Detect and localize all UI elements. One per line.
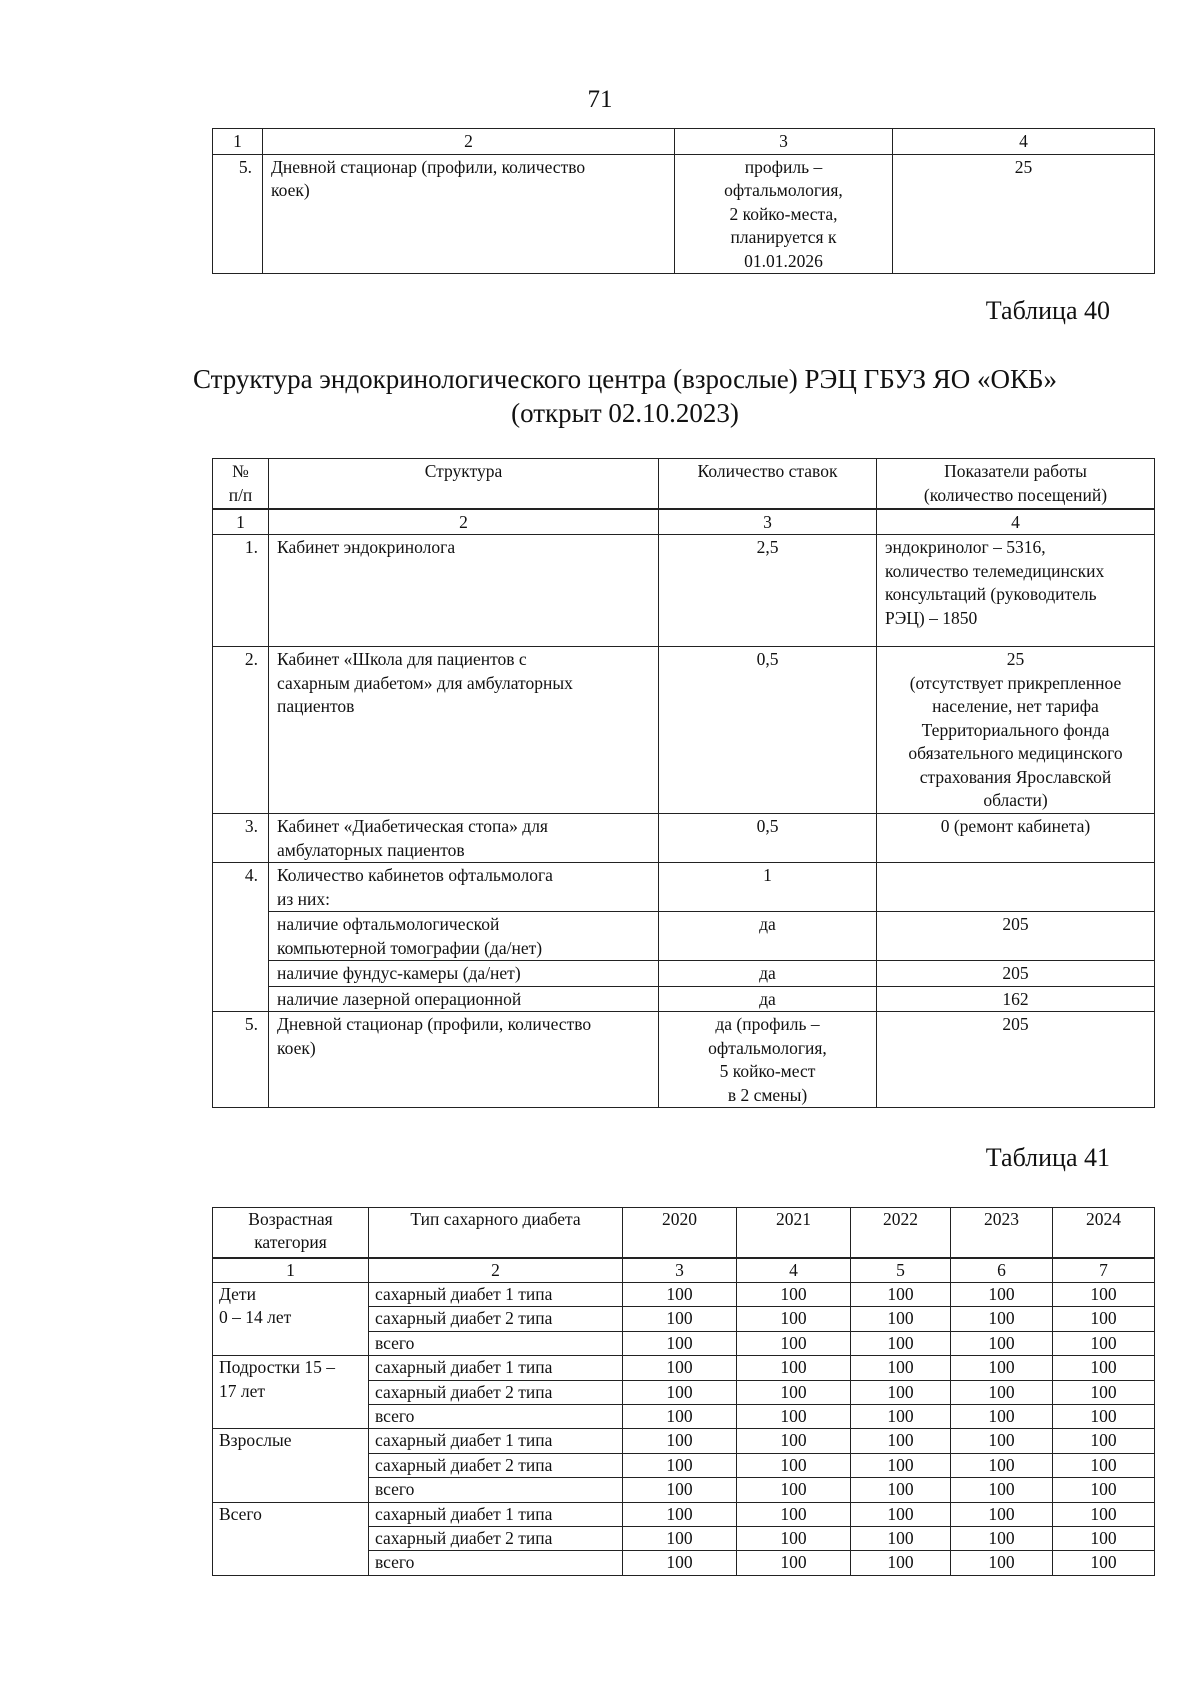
cell-line: Взрослые [219, 1430, 292, 1451]
cell-line: Всего [219, 1503, 262, 1524]
cell-line: Дети [219, 1283, 256, 1304]
cell-line: 25 [1006, 649, 1025, 669]
value-cell: 100 [1053, 1356, 1155, 1380]
value-cell: 100 [1053, 1307, 1155, 1331]
cell-line: консультаций (руководитель [885, 584, 1097, 604]
diabetes-type-cell: всего [369, 1331, 623, 1355]
header-num [213, 459, 269, 509]
cell-line: 0,5 [756, 816, 779, 836]
value-cell: 100 [737, 1356, 851, 1380]
structure-cell [269, 912, 659, 961]
structure-cell [269, 814, 659, 863]
header-indicators [877, 459, 1155, 509]
cell-line: население, нет тарифа [932, 696, 1099, 716]
value-cell: 100 [851, 1356, 951, 1380]
structure-cell [269, 961, 659, 987]
value-cell: 100 [623, 1356, 737, 1380]
value-cell: 100 [1053, 1478, 1155, 1502]
header-line: Показатели работы [944, 461, 1087, 481]
value-cell: 100 [851, 1380, 951, 1404]
structure-cell [269, 1012, 659, 1108]
table-row [213, 647, 1155, 814]
count-cell: да [659, 961, 877, 987]
value-cell: 100 [737, 1551, 851, 1575]
cell-line: компьютерной томографии (да/нет) [277, 937, 543, 958]
structure-cell [269, 535, 659, 647]
cell-line: пациентов [277, 696, 355, 716]
value-cell: 100 [951, 1331, 1053, 1355]
row-number: 4. [213, 863, 269, 1012]
diabetes-type-cell: всего [369, 1478, 623, 1502]
value-cell: 100 [623, 1526, 737, 1550]
row-number: 5. [213, 1012, 269, 1108]
value-cell: 100 [951, 1478, 1053, 1502]
value-cell: 100 [1053, 1282, 1155, 1306]
value-cell [877, 863, 1155, 912]
value-cell: 100 [623, 1404, 737, 1428]
value-cell: 100 [1053, 1331, 1155, 1355]
value-cell: 100 [951, 1282, 1053, 1306]
cell-line: офтальмология, [708, 1037, 827, 1058]
diabetes-type-cell: сахарный диабет 1 типа [369, 1502, 623, 1526]
row-number: 2. [213, 647, 269, 814]
cell-line: 0,5 [756, 649, 779, 669]
value-cell: 100 [623, 1478, 737, 1502]
cell-line: 01.01.2026 [744, 250, 823, 271]
value-cell: 100 [951, 1453, 1053, 1477]
header-year: 2023 [951, 1208, 1053, 1258]
value-cell: 100 [623, 1429, 737, 1453]
value-cell: 100 [737, 1429, 851, 1453]
header-line: категория [254, 1232, 327, 1253]
table-body [213, 1282, 1155, 1575]
cell-line: обязательного медицинского [908, 743, 1123, 763]
col-number: 3 [675, 129, 893, 155]
count-cell [659, 814, 877, 863]
cell-line: профиль – [744, 156, 823, 177]
table-row [213, 535, 1155, 647]
cell-line: да (профиль – [715, 1014, 820, 1034]
header-year: 2022 [851, 1208, 951, 1258]
col-number: 1 [213, 1258, 369, 1283]
value-cell: 100 [851, 1331, 951, 1355]
header-year: 2021 [737, 1208, 851, 1258]
col-number: 3 [623, 1258, 737, 1283]
cell-line: 17 лет [219, 1380, 266, 1401]
table-row [213, 1502, 1155, 1526]
count-cell: да [659, 986, 877, 1012]
cell-line: наличие офтальмологической [277, 914, 500, 934]
value-cell: 100 [737, 1526, 851, 1550]
col-number: 7 [1053, 1258, 1155, 1283]
cell-line: коек) [271, 180, 310, 200]
value-cell: 100 [737, 1502, 851, 1526]
cell-line: планируется к [730, 227, 837, 247]
cell-line: Подростки 15 – [219, 1357, 336, 1378]
value-cell: 100 [1053, 1453, 1155, 1477]
title-line: Структура эндокринологического центра (взрослые) РЭЦ ГБУЗ ЯО «ОКБ» [192, 364, 1058, 394]
value-cell: 100 [623, 1551, 737, 1575]
cell-line: 205 [1002, 1014, 1029, 1034]
diabetes-type-cell: всего [369, 1404, 623, 1428]
cell-line: из них: [277, 888, 330, 909]
diabetes-table [212, 1207, 1155, 1576]
value-cell: 100 [851, 1551, 951, 1575]
cell-line: Кабинет «Школа для пациентов с [277, 649, 527, 669]
value-cell: 100 [851, 1404, 951, 1428]
diabetes-type-cell: сахарный диабет 1 типа [369, 1356, 623, 1380]
value-cell: 100 [1053, 1551, 1155, 1575]
value-cell: 100 [851, 1478, 951, 1502]
diabetes-type-cell: сахарный диабет 2 типа [369, 1453, 623, 1477]
table-header-row [213, 129, 1155, 155]
col-number: 3 [659, 509, 877, 535]
row-number: 1. [213, 535, 269, 647]
row-number: 5. [213, 154, 263, 274]
cell-line: Кабинет эндокринолога [277, 537, 456, 557]
col-number: 4 [877, 509, 1155, 535]
value-cell: 100 [851, 1526, 951, 1550]
value-cell: 100 [623, 1331, 737, 1355]
value-cell: 100 [951, 1404, 1053, 1428]
title-line: (открыт 02.10.2023) [511, 398, 739, 428]
header-age [213, 1208, 369, 1258]
value-cell: 100 [737, 1478, 851, 1502]
value-cell [877, 1012, 1155, 1108]
structure-cell [269, 863, 659, 912]
value-cell [877, 647, 1155, 814]
value-cell: 100 [1053, 1526, 1155, 1550]
value-cell: 100 [951, 1429, 1053, 1453]
value-cell: 100 [951, 1307, 1053, 1331]
value-cell: 100 [1053, 1380, 1155, 1404]
value-cell: 100 [951, 1551, 1053, 1575]
header-line: № [232, 461, 249, 481]
count-cell [675, 154, 893, 274]
cell-line: 2 койко-места, [729, 203, 838, 224]
value-cell: 100 [623, 1502, 737, 1526]
table-title [150, 362, 1100, 430]
cell-line: наличие фундус-камеры (да/нет) [277, 963, 521, 983]
cell-line: Кабинет «Диабетическая стопа» для [277, 816, 548, 836]
table-row [213, 1012, 1155, 1108]
cell-line: 0 (ремонт кабинета) [940, 816, 1091, 836]
column-number-row [213, 1258, 1155, 1283]
value-cell: 100 [737, 1331, 851, 1355]
structure-cell [263, 154, 675, 274]
cell-line: (отсутствует прикрепленное [909, 672, 1122, 693]
cell-line: амбулаторных пациентов [277, 839, 465, 860]
value-cell: 205 [877, 961, 1155, 987]
cell-line: Дневной стационар (профили, количество [277, 1014, 592, 1034]
header-structure: Структура [269, 459, 659, 509]
cell-line: Дневной стационар (профили, количество [271, 156, 586, 177]
structure-table [212, 458, 1155, 1108]
diabetes-type-cell: сахарный диабет 1 типа [369, 1429, 623, 1453]
value-cell: 100 [851, 1502, 951, 1526]
cell-line: наличие лазерной операционной [277, 988, 522, 1009]
value-cell: 100 [737, 1307, 851, 1331]
column-number-row [213, 509, 1155, 535]
cell-line: коек) [277, 1037, 316, 1058]
cell-line: эндокринолог – 5316, [885, 537, 1046, 557]
value-cell: 100 [851, 1307, 951, 1331]
cell-line: области) [983, 790, 1048, 810]
table-header-row [213, 1208, 1155, 1258]
cell-line: РЭЦ) – 1850 [885, 607, 978, 628]
diabetes-type-cell: сахарный диабет 1 типа [369, 1282, 623, 1306]
value-cell: 100 [623, 1282, 737, 1306]
cell-line: Количество кабинетов офтальмолога [277, 865, 553, 885]
value-cell: 100 [1053, 1404, 1155, 1428]
cell-line: Территориального фонда [921, 719, 1110, 740]
table-row [213, 1356, 1155, 1380]
header-line: п/п [228, 484, 253, 505]
value-cell: 100 [737, 1282, 851, 1306]
value-cell: 205 [877, 912, 1155, 961]
col-number: 6 [951, 1258, 1053, 1283]
col-number: 2 [269, 509, 659, 535]
value-cell: 100 [1053, 1429, 1155, 1453]
header-count: Количество ставок [659, 459, 877, 509]
col-number: 4 [893, 129, 1155, 155]
table-row [213, 154, 1155, 274]
value-cell: 100 [951, 1526, 1053, 1550]
count-cell [659, 1012, 877, 1108]
col-number: 2 [369, 1258, 623, 1283]
value-cell: 100 [737, 1453, 851, 1477]
continuation-table [212, 128, 1155, 274]
table-row [213, 1282, 1155, 1306]
age-category-cell [213, 1429, 369, 1502]
header-year: 2024 [1053, 1208, 1155, 1258]
age-category-cell [213, 1282, 369, 1355]
value-cell: 100 [623, 1380, 737, 1404]
header-line: Возрастная [248, 1209, 333, 1229]
header-line: (количество посещений) [923, 484, 1108, 505]
count-cell: да [659, 912, 877, 961]
cell-line: страхования Ярославской [919, 766, 1112, 787]
col-number: 1 [213, 509, 269, 535]
diabetes-type-cell: всего [369, 1551, 623, 1575]
cell-line: 2,5 [756, 537, 779, 557]
table-header-row [213, 459, 1155, 509]
value-cell: 100 [851, 1453, 951, 1477]
row-number: 3. [213, 814, 269, 863]
page-number: 71 [587, 86, 613, 113]
value-cell: 100 [951, 1380, 1053, 1404]
count-cell [659, 535, 877, 647]
table-subrow [213, 986, 1155, 1012]
structure-cell [269, 986, 659, 1012]
cell-line: в 2 смены) [727, 1084, 808, 1105]
cell-line: количество телемедицинских [885, 560, 1105, 581]
value-cell: 100 [951, 1356, 1053, 1380]
value-cell: 100 [737, 1380, 851, 1404]
diabetes-type-cell: сахарный диабет 2 типа [369, 1526, 623, 1550]
col-number: 5 [851, 1258, 951, 1283]
value-cell: 100 [623, 1307, 737, 1331]
table-row [213, 863, 1155, 912]
value-cell: 100 [951, 1502, 1053, 1526]
table-caption: Таблица 41 [985, 1143, 1110, 1172]
value-cell [877, 535, 1155, 647]
diabetes-type-cell: сахарный диабет 2 типа [369, 1380, 623, 1404]
cell-line: 5 койко-мест [719, 1061, 816, 1081]
cell-line: сахарным диабетом» для амбулаторных [277, 672, 573, 693]
value-cell: 100 [623, 1453, 737, 1477]
value-cell: 100 [851, 1282, 951, 1306]
table-caption: Таблица 40 [985, 296, 1110, 325]
age-category-cell [213, 1356, 369, 1429]
cell-line: 0 – 14 лет [219, 1307, 292, 1328]
value-cell [877, 814, 1155, 863]
table-subrow [213, 912, 1155, 961]
diabetes-type-cell: сахарный диабет 2 типа [369, 1307, 623, 1331]
value-cell: 162 [877, 986, 1155, 1012]
count-cell [659, 647, 877, 814]
age-category-cell [213, 1502, 369, 1575]
col-number: 2 [263, 129, 675, 155]
count-cell: 1 [659, 863, 877, 912]
table-row [213, 1429, 1155, 1453]
cell-line: офтальмология, [724, 180, 843, 200]
value-cell: 25 [893, 154, 1155, 274]
header-type: Тип сахарного диабета [369, 1208, 623, 1258]
col-number: 4 [737, 1258, 851, 1283]
col-number: 1 [213, 129, 263, 155]
value-cell: 100 [1053, 1502, 1155, 1526]
value-cell: 100 [851, 1429, 951, 1453]
value-cell: 100 [737, 1404, 851, 1428]
table-row [213, 814, 1155, 863]
header-year: 2020 [623, 1208, 737, 1258]
table-subrow [213, 961, 1155, 987]
structure-cell [269, 647, 659, 814]
